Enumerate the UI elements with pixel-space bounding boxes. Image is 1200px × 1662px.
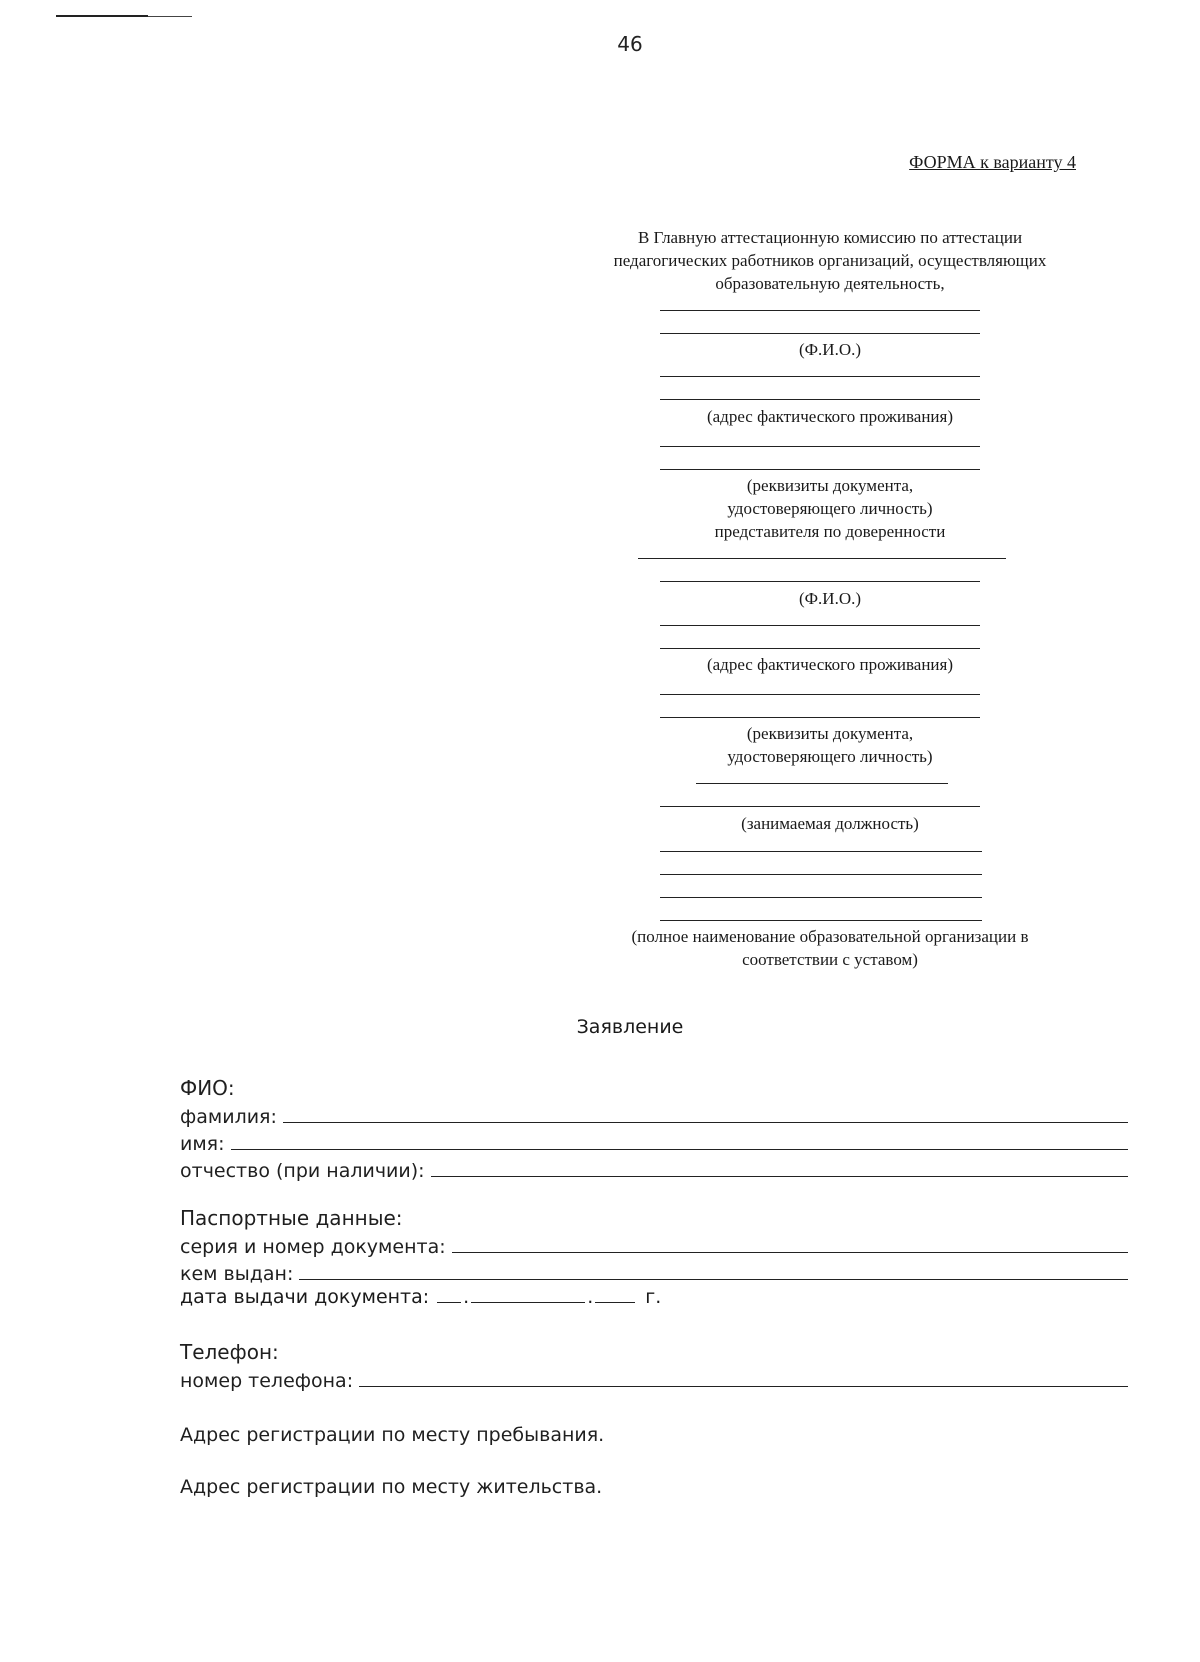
page-number: 46: [617, 32, 643, 56]
issued-by-label: кем выдан:: [180, 1263, 294, 1285]
address-input-line[interactable]: [660, 648, 980, 649]
issue-date-label: дата выдачи документа:: [180, 1286, 430, 1308]
id-document-input-line[interactable]: [660, 469, 980, 470]
passport-heading: Паспортные данные:: [180, 1206, 403, 1230]
representative-input-line[interactable]: [638, 558, 1006, 559]
date-separator: .: [463, 1286, 470, 1308]
doc-number-input-line[interactable]: [452, 1251, 1128, 1253]
phone-row: [180, 1364, 1128, 1392]
address-input-line[interactable]: [660, 376, 980, 377]
id-document-input-line[interactable]: [660, 694, 980, 695]
address-input-line[interactable]: [660, 399, 980, 400]
name-input-line[interactable]: [231, 1148, 1128, 1150]
stay-address-text: Адрес регистрации по месту пребывания.: [180, 1424, 605, 1446]
issue-day-input[interactable]: [437, 1301, 461, 1303]
surname-label: фамилия:: [180, 1106, 277, 1128]
issued-by-input-line[interactable]: [299, 1278, 1128, 1280]
id-document-caption: [560, 474, 1100, 543]
caption-line: (реквизиты документа,: [746, 724, 914, 743]
fio-input-line[interactable]: [660, 581, 980, 582]
fio-caption: (Ф.И.О.): [798, 589, 862, 608]
name-row: [180, 1127, 1128, 1155]
organization-input-line[interactable]: [660, 897, 982, 898]
caption-line: (полное наименование образовательной организации в: [631, 927, 1029, 946]
surname-row: [180, 1100, 1128, 1128]
addressee-line: образовательную деятельность,: [715, 274, 945, 293]
issue-year-input[interactable]: [595, 1301, 635, 1303]
caption-line: (реквизиты документа,: [746, 476, 914, 495]
form-reference: ФОРМА к варианту 4: [909, 152, 1076, 172]
id-document-input-line[interactable]: [660, 446, 980, 447]
phone-label: номер телефона:: [180, 1370, 354, 1392]
name-label: имя:: [180, 1133, 225, 1155]
addressee-line: В Главную аттестационную комиссию по аттестации: [637, 228, 1023, 247]
fio-caption: (Ф.И.О.): [798, 340, 862, 359]
doc-number-label: серия и номер документа:: [180, 1236, 446, 1258]
top-rule-tail: [148, 16, 192, 17]
fio-heading: ФИО:: [180, 1076, 235, 1100]
organization-input-line[interactable]: [660, 851, 982, 852]
address-caption: (адрес фактического проживания): [706, 407, 954, 426]
issue-month-input[interactable]: [471, 1301, 585, 1303]
representative-caption: представителя по доверенности: [714, 522, 946, 541]
organization-input-line[interactable]: [660, 874, 982, 875]
caption-line: соответствии с уставом): [742, 950, 918, 969]
patronymic-row: [180, 1154, 1128, 1182]
issued-by-row: [180, 1257, 1128, 1285]
patronymic-input-line[interactable]: [431, 1175, 1128, 1177]
phone-input-line[interactable]: [359, 1385, 1128, 1387]
caption-line: удостоверяющего личность): [727, 747, 933, 766]
organization-caption: [560, 925, 1100, 971]
position-caption: (занимаемая должность): [741, 814, 919, 833]
fio-input-line[interactable]: [660, 333, 980, 334]
caption-line: удостоверяющего личность): [727, 499, 933, 518]
fio-input-line[interactable]: [660, 310, 980, 311]
addressee-line: педагогических работников организаций, осуществляющих: [613, 251, 1047, 270]
doc-number-row: [180, 1230, 1128, 1258]
statement-title: Заявление: [576, 1016, 684, 1038]
patronymic-label: отчество (при наличии):: [180, 1160, 425, 1182]
top-rule: [56, 15, 148, 17]
position-input-line[interactable]: [696, 783, 948, 784]
id-document-input-line[interactable]: [660, 717, 980, 718]
position-input-line[interactable]: [660, 806, 980, 807]
surname-input-line[interactable]: [283, 1121, 1128, 1123]
id-document-caption: [560, 722, 1100, 768]
addressee-block: [560, 226, 1100, 295]
year-suffix: г.: [645, 1286, 662, 1308]
date-separator: .: [587, 1286, 594, 1308]
address-caption: (адрес фактического проживания): [706, 655, 954, 674]
phone-heading: Телефон:: [180, 1340, 279, 1364]
organization-input-line[interactable]: [660, 920, 982, 921]
residence-address-text: Адрес регистрации по месту жительства.: [180, 1476, 603, 1498]
address-input-line[interactable]: [660, 625, 980, 626]
issue-date-row: [180, 1286, 661, 1308]
